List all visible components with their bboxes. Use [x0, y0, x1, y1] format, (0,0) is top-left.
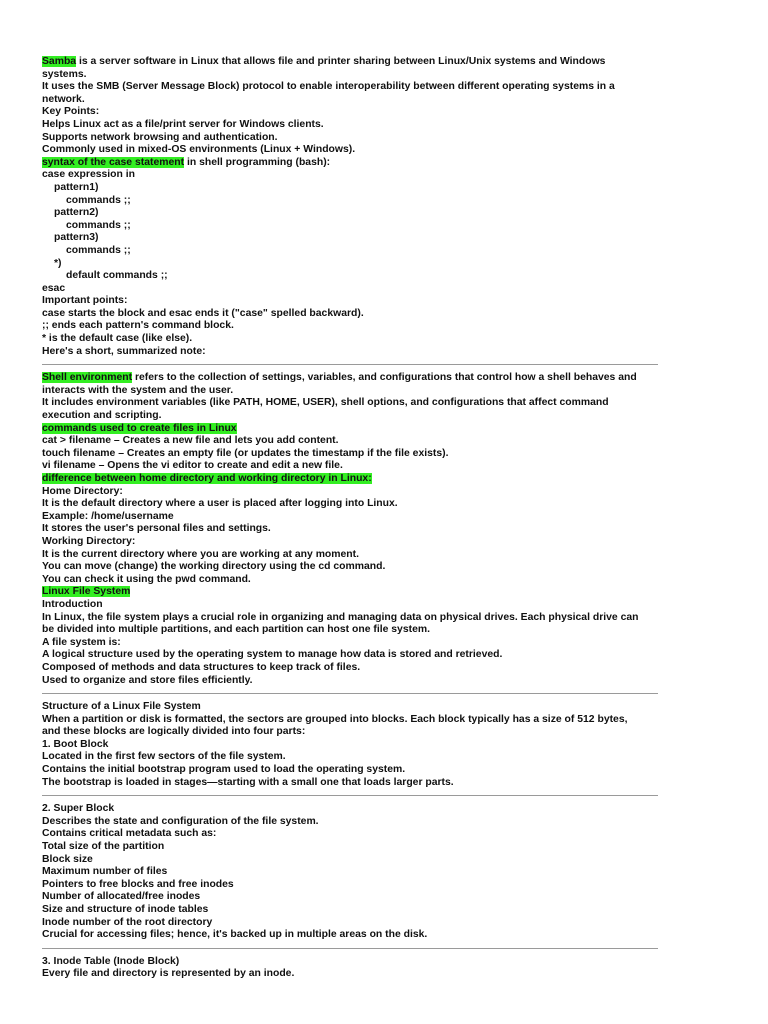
divider — [42, 693, 658, 694]
text-line: It is the current directory where you are working at any moment. — [42, 548, 359, 560]
text-line: Maximum number of files — [42, 866, 168, 878]
code-line: pattern3) — [54, 232, 99, 244]
text-line: Introduction — [42, 598, 103, 610]
create-files-item: vi filename – Opens the vi editor to create and edit a new file. — [42, 460, 343, 472]
text-line: Pointers to free blocks and free inodes — [42, 878, 234, 890]
boot-block-heading: 1. Boot Block — [42, 738, 109, 750]
text-line: Located in the first few sectors of the file system. — [42, 751, 286, 763]
text-line: It includes environment variables (like PATH, HOME, USER), shell options, and configurations that affect command — [42, 397, 609, 409]
text-line: Home Directory: — [42, 485, 123, 497]
samba-highlight: Samba — [42, 56, 77, 67]
document-page — [42, 56, 658, 981]
important-point: Here's a short, summarized note: — [42, 345, 206, 357]
text-line: and these blocks are logically divided into four parts: — [42, 726, 306, 738]
text-line: Contains critical metadata such as: — [42, 828, 217, 840]
code-line: *) — [54, 257, 62, 269]
inode-table-heading: 3. Inode Table (Inode Block) — [42, 955, 180, 967]
text-line: execution and scripting. — [42, 410, 162, 422]
divider — [42, 364, 658, 365]
case-heading-line — [42, 157, 658, 170]
key-point: Supports network browsing and authentication. — [42, 131, 278, 143]
text-line: A file system is: — [42, 636, 121, 648]
code-line: commands ;; — [66, 244, 131, 256]
code-line: commands ;; — [66, 194, 131, 206]
shell-env-text: refers to the collection of settings, variables, and configurations that control how a shell behaves and — [132, 372, 637, 384]
text-line: In Linux, the file system plays a crucial role in organizing and managing data on physical drives. Each physical drive can — [42, 611, 639, 623]
text-line: The bootstrap is loaded in stages—starting with a small one that loads larger parts. — [42, 776, 454, 788]
key-point: Commonly used in mixed-OS environments (Linux + Windows). — [42, 144, 356, 156]
directory-highlight: difference between home directory and working directory in Linux: — [42, 473, 372, 484]
key-point: Helps Linux act as a file/print server for Windows clients. — [42, 118, 324, 130]
code-line: esac — [42, 282, 66, 294]
samba-intro-text: is a server software in Linux that allows file and printer sharing between Linux/Unix systems and Windows — [76, 56, 606, 67]
linux-fs-heading-line — [42, 586, 658, 599]
code-line: case expression in — [42, 169, 135, 181]
text-line: Every file and directory is represented by an inode. — [42, 968, 295, 980]
samba-intro-line — [42, 56, 658, 69]
code-line: pattern1) — [54, 181, 99, 193]
text-line: It stores the user's personal files and settings. — [42, 523, 271, 535]
text-line: Composed of methods and data structures to keep track of files. — [42, 661, 361, 673]
important-point: * is the default case (like else). — [42, 333, 193, 345]
code-line: pattern2) — [54, 207, 99, 219]
text-line: Total size of the partition — [42, 841, 165, 853]
super-block-heading: 2. Super Block — [42, 803, 115, 815]
text-line: You can move (change) the working directory using the cd command. — [42, 561, 386, 573]
key-points-heading: Key Points: — [42, 106, 100, 118]
text-line: Block size — [42, 853, 93, 865]
directory-heading-line — [42, 473, 658, 486]
text-line: Example: /home/username — [42, 510, 174, 522]
important-point: ;; ends each pattern's command block. — [42, 320, 234, 332]
text-line: network. — [42, 93, 85, 105]
divider — [42, 795, 658, 796]
text-line: Describes the state and configuration of the file system. — [42, 815, 319, 827]
text-line: Working Directory: — [42, 535, 136, 547]
important-heading: Important points: — [42, 295, 128, 307]
case-highlight: syntax of the case statement — [42, 156, 185, 168]
case-heading-text: in shell programming (bash): — [184, 156, 331, 168]
text-line: systems. — [42, 68, 87, 80]
text-line: When a partition or disk is formatted, the sectors are grouped into blocks. Each block typically has a size of 512 bytes, — [42, 713, 628, 725]
code-line: commands ;; — [66, 219, 131, 231]
text-line: Number of allocated/free inodes — [42, 891, 201, 903]
create-files-item: cat > filename – Creates a new file and lets you add content. — [42, 435, 339, 447]
create-files-highlight: commands used to create files in Linux — [42, 422, 237, 434]
important-point: case starts the block and esac ends it ("case" spelled backward). — [42, 307, 364, 319]
divider — [42, 948, 658, 949]
text-line: be divided into multiple partitions, and each partition can host one file system. — [42, 624, 430, 636]
text-line: Crucial for accessing files; hence, it's backed up in multiple areas on the disk. — [42, 929, 428, 941]
text-line: You can check it using the pwd command. — [42, 573, 251, 585]
text-line: Inode number of the root directory — [42, 916, 213, 928]
create-files-heading-line — [42, 423, 658, 436]
text-line: interacts with the system and the user. — [42, 384, 234, 396]
code-line: default commands ;; — [66, 270, 168, 282]
text-line: Used to organize and store files efficiently. — [42, 674, 253, 686]
text-line: Size and structure of inode tables — [42, 904, 209, 915]
text-line: Contains the initial bootstrap program used to load the operating system. — [42, 764, 406, 776]
shell-env-highlight: Shell environment — [42, 372, 133, 384]
create-files-item: touch filename – Creates an empty file (or updates the timestamp if the file exists). — [42, 447, 449, 459]
text-line: A logical structure used by the operating system to manage how data is stored and retrieved. — [42, 649, 503, 661]
text-line: It uses the SMB (Server Message Block) protocol to enable interoperability between different operating systems in a — [42, 81, 615, 93]
shell-env-line — [42, 372, 658, 385]
structure-heading: Structure of a Linux File System — [42, 701, 201, 713]
linux-fs-highlight: Linux File System — [42, 586, 131, 598]
text-line: It is the default directory where a user is placed after logging into Linux. — [42, 498, 398, 510]
